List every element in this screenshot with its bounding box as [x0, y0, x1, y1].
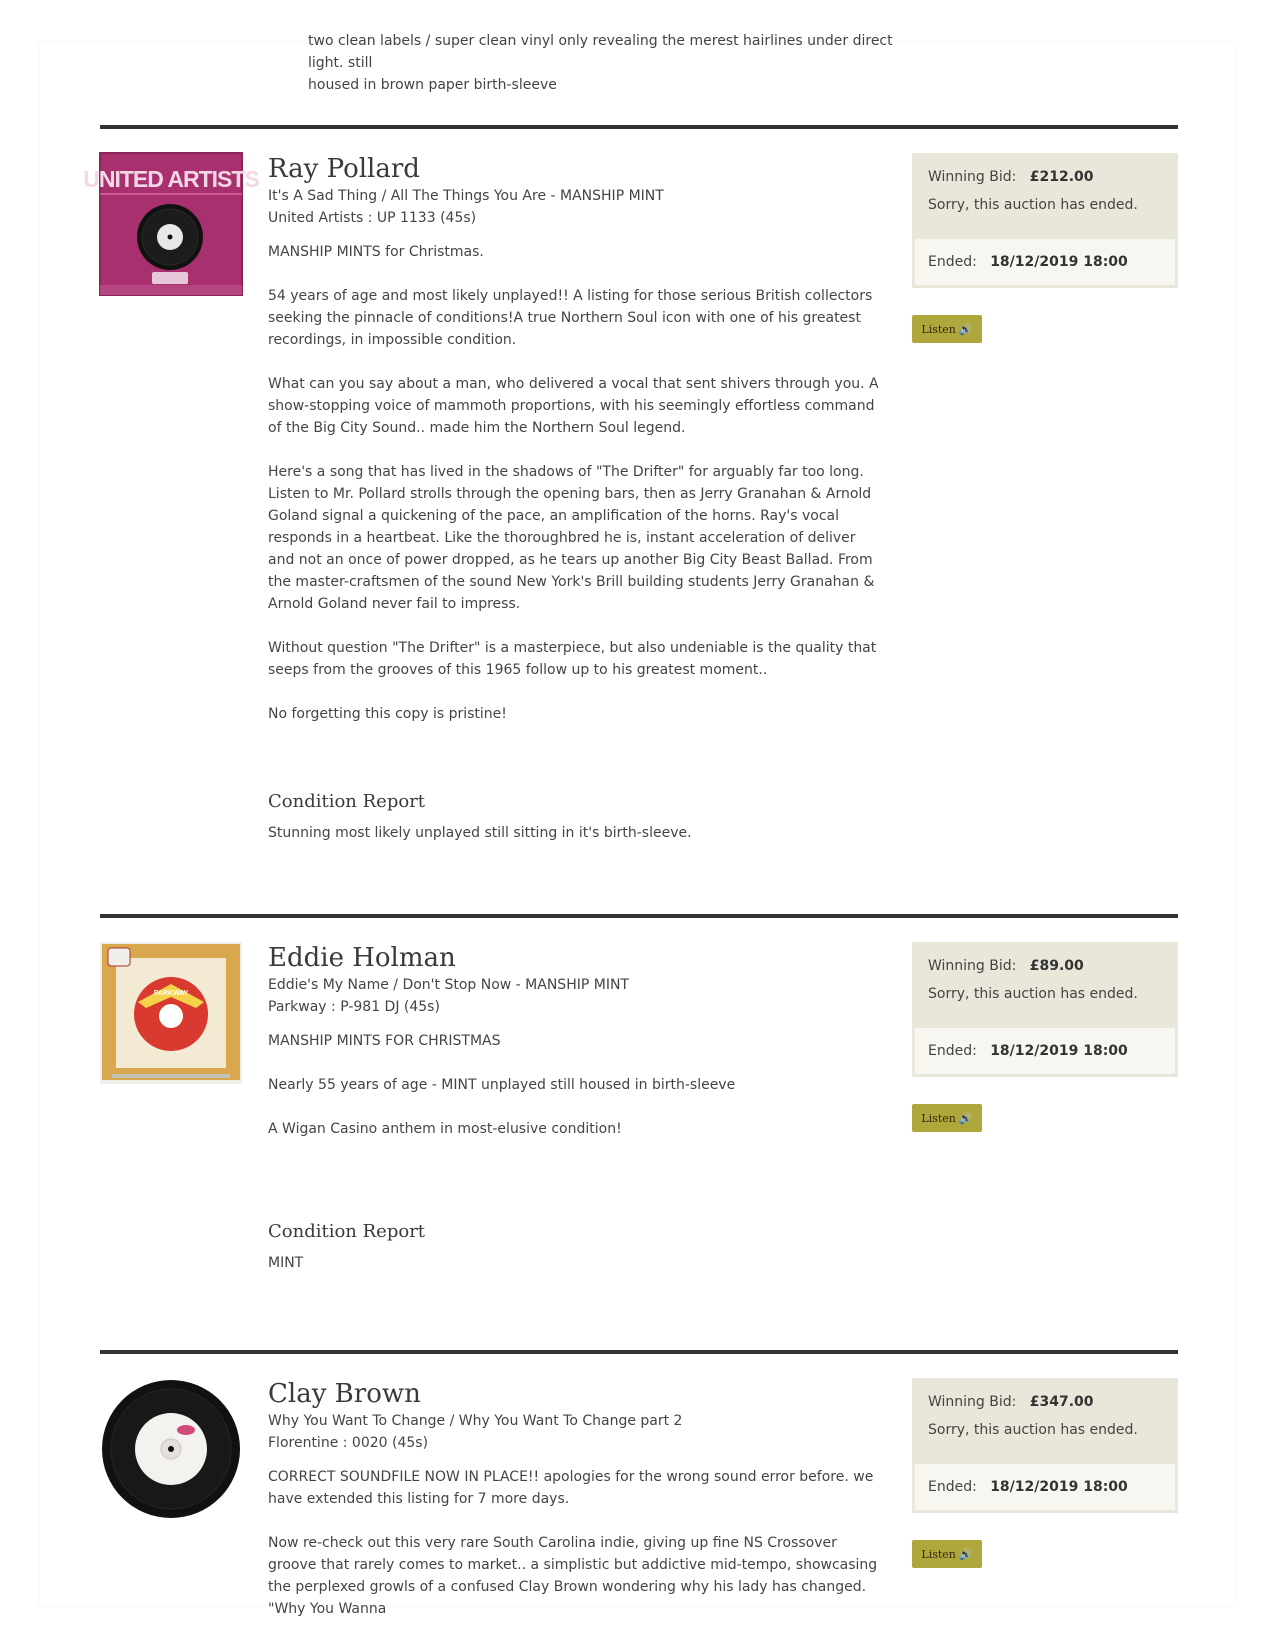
previous-description-line: housed in brown paper birth-sleeve: [308, 77, 557, 93]
ended-date: 18/12/2019 18:00: [990, 1043, 1128, 1059]
ended-date: 18/12/2019 18:00: [990, 254, 1128, 270]
speaker-icon: 🔊: [958, 1111, 973, 1125]
florentine-record-image: [100, 1378, 242, 1520]
description-paragraph: What can you say about a man, who delivered a vocal that sent shivers through you. A show-stopping voice of mammoth proportions, with his seemingly effortless command of the Big City Sound.. made him the Northern Soul legend.: [268, 376, 879, 436]
description-paragraph: Nearly 55 years of age - MINT unplayed still housed in birth-sleeve: [268, 1077, 736, 1093]
auction-ended-message: Sorry, this auction has ended.: [928, 197, 1138, 213]
condition-report-text: Stunning most likely unplayed still sitting in it's birth-sleeve.: [268, 825, 692, 841]
united-artists-sleeve-image: [83, 153, 259, 295]
bid-panel: [912, 942, 1178, 1077]
winning-bid-label: Winning Bid:: [928, 169, 1017, 185]
record-label: Florentine : 0020 (45s): [268, 1435, 429, 1451]
ended-label: Ended:: [928, 1479, 977, 1495]
bid-panel: [912, 1378, 1178, 1513]
record-title: Eddie's My Name / Don't Stop Now - MANSHIP MINT: [268, 977, 629, 993]
record-image[interactable]: [100, 942, 242, 1084]
description-paragraph: Here's a song that has lived in the shadows of "The Drifter" for arguably far too long. Listen to Mr. Pollard strolls through the opening bars, then as Jerry Granahan & Arnold Goland signal a quickening of the pace, an amplification of the horns. Ray's vocal responds in a heartbeat. Like the thoroughbred he is, instant acceleration of deliver and not an once of power dropped, as he tears up another Big City Beast Ballad. From the master-craftsmen of the sound New York's Brill building students Jerry Granahan & Arnold Goland never fail to impress.: [268, 464, 875, 612]
description-paragraph: A Wigan Casino anthem in most-elusive condition!: [268, 1121, 622, 1137]
speaker-icon: 🔊: [958, 322, 973, 336]
condition-report-heading: Condition Report: [268, 791, 426, 812]
listing-content: [268, 153, 880, 844]
condition-report-text: MINT: [268, 1255, 304, 1271]
listing-description: [268, 1466, 880, 1620]
previous-description-cut-line: two clean labels / super clean vinyl only revealing the merest hairlines under direct light. still: [308, 33, 893, 71]
winning-bid-label: Winning Bid:: [928, 1394, 1017, 1410]
auction-ended-message: Sorry, this auction has ended.: [928, 986, 1138, 1002]
winning-bid-row: [912, 1378, 1178, 1412]
previous-listing-description: [308, 30, 918, 96]
record-title: Why You Want To Change / Why You Want To Change part 2: [268, 1413, 683, 1429]
ended-row: [915, 1028, 1175, 1074]
ended-row: [915, 1464, 1175, 1510]
speaker-icon: 🔊: [958, 1547, 973, 1561]
description-paragraph: CORRECT SOUNDFILE NOW IN PLACE!! apologies for the wrong sound error before. we have extended this listing for 7 more days.: [268, 1469, 874, 1507]
listing-divider: [100, 125, 1178, 129]
artist-name[interactable]: Clay Brown: [268, 1379, 421, 1409]
ended-date: 18/12/2019 18:00: [990, 1479, 1128, 1495]
artist-name[interactable]: Ray Pollard: [268, 154, 420, 184]
description-paragraph: MANSHIP MINTS FOR CHRISTMAS: [268, 1033, 501, 1049]
listing-description: [268, 1030, 880, 1140]
listen-button[interactable]: [912, 1540, 982, 1568]
description-paragraph: No forgetting this copy is pristine!: [268, 706, 507, 722]
listing-content: [268, 1378, 880, 1620]
artist-name[interactable]: Eddie Holman: [268, 943, 456, 973]
listing-divider: [100, 1350, 1178, 1354]
description-paragraph: 54 years of age and most likely unplayed!! A listing for those serious British collectors seeking the pinnacle of conditions!A true Northern Soul icon with one of his greatest recordings, in impossible condition.: [268, 288, 873, 348]
condition-report-heading: Condition Report: [268, 1221, 426, 1242]
listing-description: [268, 241, 880, 725]
description-paragraph: MANSHIP MINTS for Christmas.: [268, 244, 484, 260]
winning-bid-amount: £89.00: [1029, 958, 1084, 974]
ended-label: Ended:: [928, 254, 977, 270]
listing-content: [268, 942, 880, 1274]
winning-bid-amount: £212.00: [1029, 169, 1094, 185]
listing-divider: [100, 914, 1178, 918]
svg-text:UNITED ARTISTS: UNITED ARTISTS: [83, 166, 259, 192]
description-paragraph: Without question "The Drifter" is a masterpiece, but also undeniable is the quality that seeps from the grooves of this 1965 follow up to his greatest moment..: [268, 640, 877, 678]
listings-page: [40, 33, 1235, 1617]
listen-button[interactable]: [912, 1104, 982, 1132]
record-label: Parkway : P-981 DJ (45s): [268, 999, 440, 1015]
record-image[interactable]: [83, 153, 259, 295]
description-paragraph: Now re-check out this very rare South Carolina indie, giving up fine NS Crossover groove that rarely comes to market.. a simplistic but addictive mid-tempo, showcasing the perplexed growls of a confused Clay Brown wondering why his lady has changed. "Why You Wanna: [268, 1535, 878, 1617]
winning-bid-label: Winning Bid:: [928, 958, 1017, 974]
listen-label: Listen: [921, 1547, 956, 1561]
ended-label: Ended:: [928, 1043, 977, 1059]
winning-bid-row: [912, 153, 1178, 187]
record-title: It's A Sad Thing / All The Things You Are - MANSHIP MINT: [268, 188, 664, 204]
parkway-sleeve-image: [100, 942, 242, 1084]
record-image[interactable]: [100, 1378, 242, 1520]
listen-button[interactable]: [912, 315, 982, 343]
bid-panel: [912, 153, 1178, 288]
listen-label: Listen: [921, 1111, 956, 1125]
listen-label: Listen: [921, 322, 956, 336]
auction-ended-message: Sorry, this auction has ended.: [928, 1422, 1138, 1438]
winning-bid-row: [912, 942, 1178, 976]
svg-text:PARKWAY: PARKWAY: [153, 990, 189, 997]
winning-bid-amount: £347.00: [1029, 1394, 1094, 1410]
ended-row: [915, 239, 1175, 285]
record-label: United Artists : UP 1133 (45s): [268, 210, 477, 226]
